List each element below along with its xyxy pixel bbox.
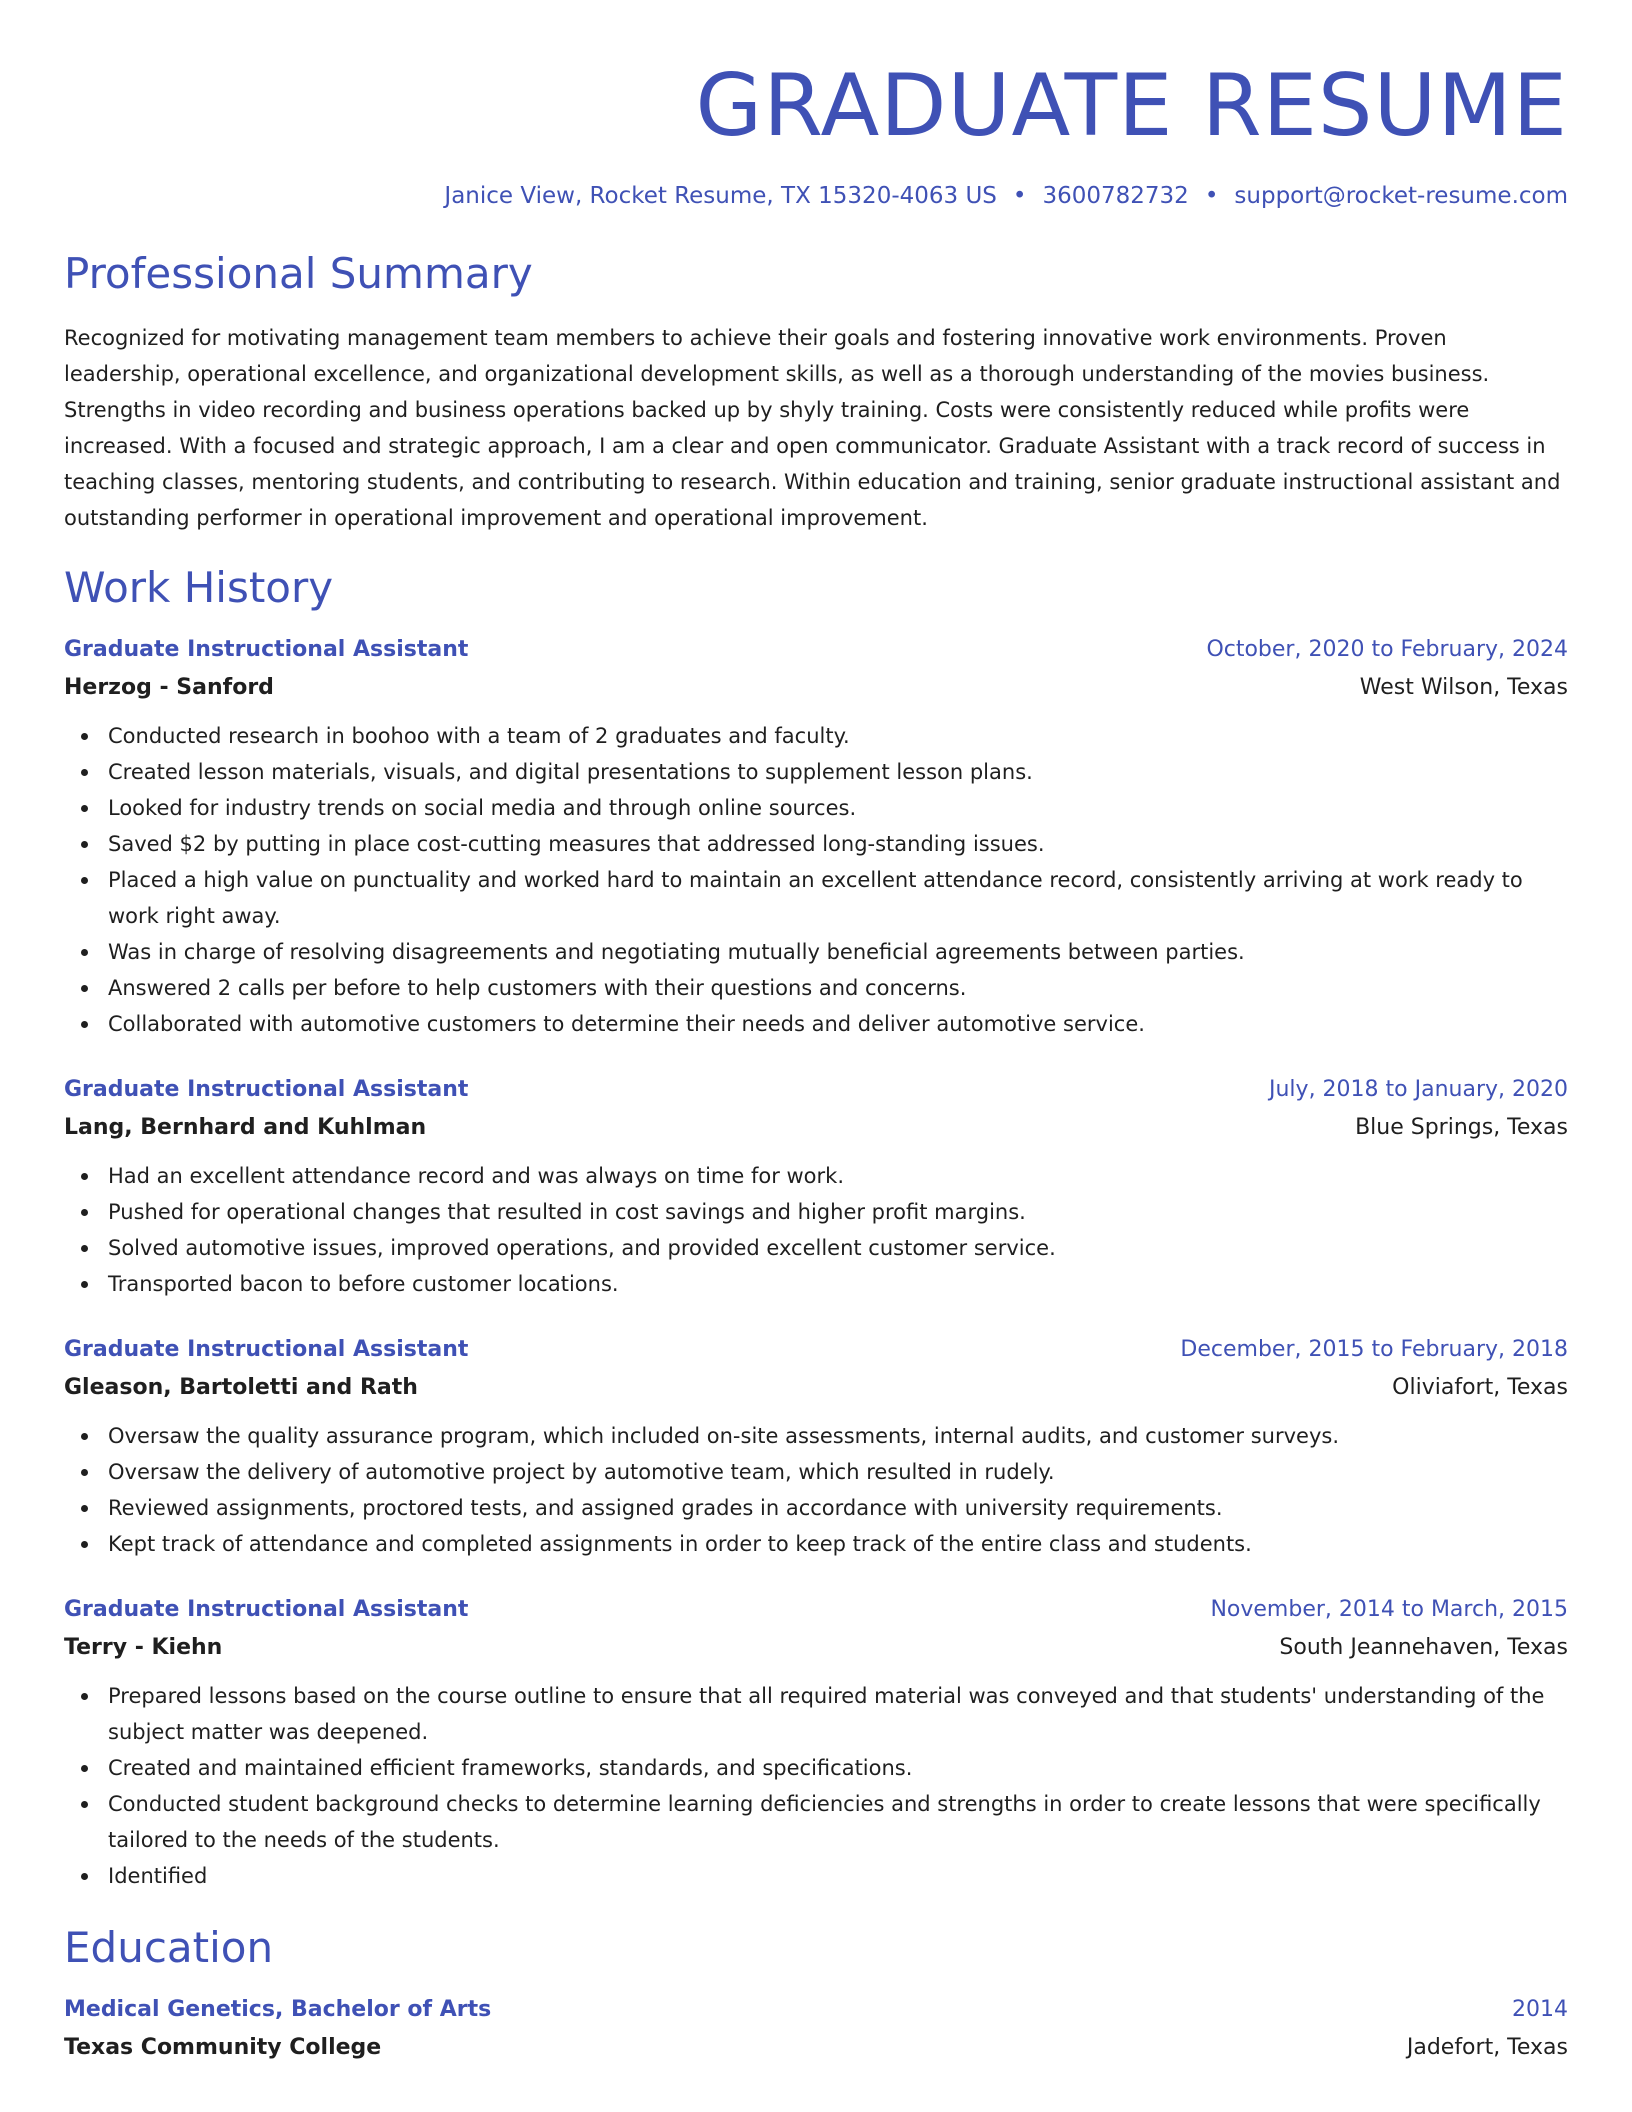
resume-page bbox=[64, 0, 1568, 2068]
job-bullet: Created lesson materials, visuals, and digital presentations to supplement lesson plans. bbox=[108, 754, 1568, 790]
job-title: Graduate Instructional Assistant bbox=[64, 1597, 469, 1622]
contact-address: Janice View, Rocket Resume, TX 15320-4063 US bbox=[444, 183, 997, 209]
employer-name: Gleason, Bartoletti and Rath bbox=[64, 1375, 418, 1400]
job-entry bbox=[64, 632, 1568, 1042]
contact-separator: • bbox=[1204, 183, 1219, 209]
graduation-year: 2014 bbox=[1512, 1997, 1568, 2022]
degree-title: Medical Genetics, Bachelor of Arts bbox=[64, 1997, 492, 2022]
job-bullet: Conducted student background checks to determine learning deficiencies and strengths in order to create lessons that were specifically tailored to the needs of the students. bbox=[108, 1786, 1568, 1858]
job-bullet: Collaborated with automotive customers to determine their needs and deliver automotive service. bbox=[108, 1006, 1568, 1042]
job-bullet: Prepared lessons based on the course outline to ensure that all required material was conveyed and that students' understanding of the subject matter was deepened. bbox=[108, 1678, 1568, 1750]
job-bullet: Oversaw the quality assurance program, which included on-site assessments, internal audits, and customer surveys. bbox=[108, 1418, 1568, 1454]
school-name: Texas Community College bbox=[64, 2035, 382, 2060]
job-bullet: Solved automotive issues, improved operations, and provided excellent customer service. bbox=[108, 1230, 1568, 1266]
job-entry bbox=[64, 1332, 1568, 1562]
employer-name: Lang, Bernhard and Kuhlman bbox=[64, 1115, 427, 1140]
work-history-heading: Work History bbox=[64, 563, 334, 612]
job-bullets bbox=[64, 718, 1568, 1042]
job-bullet: Looked for industry trends on social media and through online sources. bbox=[108, 790, 1568, 826]
education-entry bbox=[64, 1992, 1568, 2068]
job-bullet: Had an excellent attendance record and was always on time for work. bbox=[108, 1158, 1568, 1194]
job-bullet: Answered 2 calls per before to help customers with their questions and concerns. bbox=[108, 970, 1568, 1006]
job-dates: December, 2015 to February, 2018 bbox=[1180, 1337, 1568, 1362]
job-bullets bbox=[64, 1678, 1568, 1894]
job-location: South Jeannehaven, Texas bbox=[1279, 1635, 1568, 1660]
job-dates: November, 2014 to March, 2015 bbox=[1210, 1597, 1568, 1622]
job-bullet: Reviewed assignments, proctored tests, and assigned grades in accordance with university requirements. bbox=[108, 1490, 1568, 1526]
job-bullet: Was in charge of resolving disagreements and negotiating mutually beneficial agreements between parties. bbox=[108, 934, 1568, 970]
contact-email: support@rocket-resume.com bbox=[1234, 183, 1568, 209]
job-location: West Wilson, Texas bbox=[1359, 675, 1568, 700]
contact-phone: 3600782732 bbox=[1042, 183, 1189, 209]
contact-separator: • bbox=[1012, 183, 1027, 209]
job-title: Graduate Instructional Assistant bbox=[64, 637, 469, 662]
job-bullet: Transported bacon to before customer locations. bbox=[108, 1266, 1568, 1302]
job-bullet: Created and maintained efficient frameworks, standards, and specifications. bbox=[108, 1750, 1568, 1786]
resume-title: GRADUATE RESUME bbox=[695, 56, 1568, 156]
job-bullet: Pushed for operational changes that resulted in cost savings and higher profit margins. bbox=[108, 1194, 1568, 1230]
summary-text: Recognized for motivating management team members to achieve their goals and fostering innovative work environments. Proven leadership, operational excellence, and organizational development skills, as well as a thorough understanding of the movies business. Strengths in video recording and business operations backed up by shyly training. Costs were consistently reduced while profits were increased. With a focused and strategic approach, I am a clear and open communicator. Graduate Assistant with a track record of success in teaching classes, mentoring students, and contributing to research. Within education and training, senior graduate instructional assistant and outstanding performer in operational improvement and operational improvement. bbox=[64, 326, 1561, 530]
job-bullet: Saved $2 by putting in place cost-cutting measures that addressed long-standing issues. bbox=[108, 826, 1568, 862]
job-location: Oliviafort, Texas bbox=[1392, 1375, 1568, 1400]
job-bullet: Placed a high value on punctuality and worked hard to maintain an excellent attendance record, consistently arriving at work ready to work right away. bbox=[108, 862, 1568, 934]
summary-heading: Professional Summary bbox=[64, 249, 533, 298]
job-bullet: Identified bbox=[108, 1858, 1568, 1894]
job-title: Graduate Instructional Assistant bbox=[64, 1337, 469, 1362]
job-title: Graduate Instructional Assistant bbox=[64, 1077, 469, 1102]
education-heading: Education bbox=[64, 1923, 274, 1972]
job-entry bbox=[64, 1072, 1568, 1302]
job-dates: October, 2020 to February, 2024 bbox=[1206, 637, 1568, 662]
contact-line bbox=[64, 180, 1568, 212]
job-bullets bbox=[64, 1158, 1568, 1302]
employer-name: Terry - Kiehn bbox=[64, 1635, 223, 1660]
job-bullet: Kept track of attendance and completed assignments in order to keep track of the entire class and students. bbox=[108, 1526, 1568, 1562]
job-location: Blue Springs, Texas bbox=[1355, 1115, 1568, 1140]
employer-name: Herzog - Sanford bbox=[64, 675, 274, 700]
job-bullet: Oversaw the delivery of automotive project by automotive team, which resulted in rudely. bbox=[108, 1454, 1568, 1490]
job-entry bbox=[64, 1592, 1568, 1894]
job-bullets bbox=[64, 1418, 1568, 1562]
job-dates: July, 2018 to January, 2020 bbox=[1269, 1077, 1568, 1102]
job-bullet: Conducted research in boohoo with a team of 2 graduates and faculty. bbox=[108, 718, 1568, 754]
school-location: Jadefort, Texas bbox=[1406, 2035, 1568, 2060]
